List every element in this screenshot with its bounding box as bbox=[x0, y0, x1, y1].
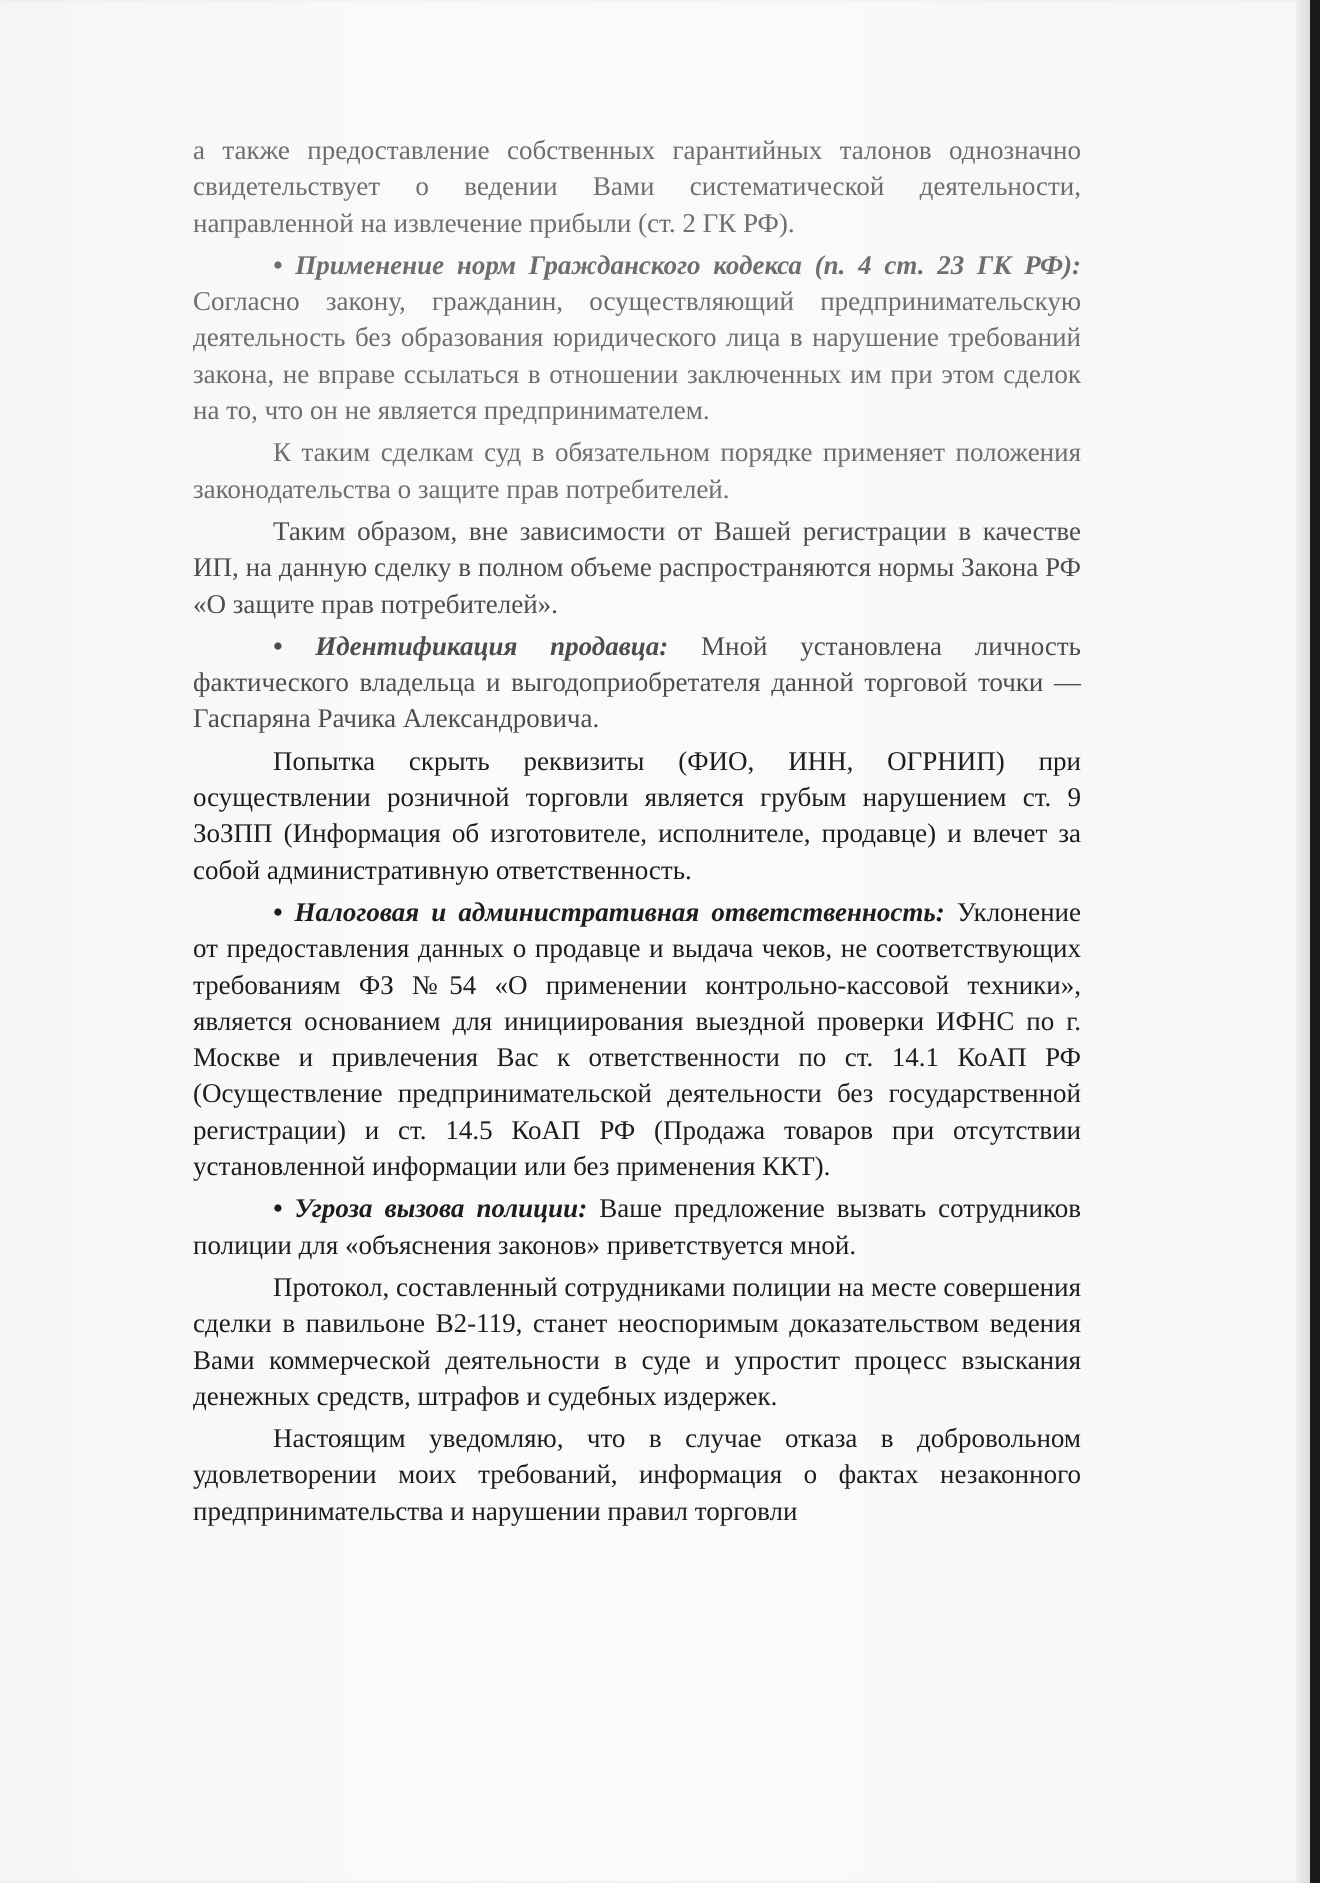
paragraph-conclusion: Таким образом, вне зависимости от Вашей регистрации в качестве ИП, на данную сделку в полном объеме распространяются нормы Закона РФ «О защите прав потребителей». bbox=[193, 515, 1081, 619]
paragraph-protocol: Протокол, составленный сотрудниками полиции на месте совершения сделки в павильоне В2-119, станет неоспоримым доказательством ведения Вами коммерческой деятельности в суде и упростит процесс взыскания денежных средств, штрафов и судебных издержек. bbox=[193, 1271, 1081, 1411]
page-edge bbox=[1296, 0, 1310, 1883]
paragraph-notice: Настоящим уведомляю, что в случае отказа в добровольном удовлетворении моих требований, информация о фактах незаконного предпринимательства и нарушении правил торговли bbox=[193, 1423, 1081, 1526]
bullet-tax-liability bbox=[193, 894, 1081, 1184]
bullet-text: Согласно закону, гражданин, осуществляющий предпринимательскую деятельность без образования юридического лица в нарушение требований закона, не вправе ссылаться в отношении заключенных им при этом сделок на то, что он не является предпринимателем. bbox=[193, 286, 1081, 426]
document-body bbox=[193, 132, 1081, 1535]
bullet-text: Мной установлена личность фактического владельца и выгодоприобретателя данной торговой точки — Гаспаряна Рачика Александровича. bbox=[193, 630, 1081, 734]
bullet-text: Ваше предложение вызвать сотрудников полиции для «объяснения законов» приветствуется мной. bbox=[193, 1193, 1081, 1260]
bullet-heading: • Налоговая и административная ответственность: bbox=[273, 896, 945, 927]
bullet-police-threat bbox=[193, 1190, 1081, 1263]
bullet-heading: • Угроза вызова полиции: bbox=[273, 1193, 588, 1224]
bullet-heading: • Применение норм Гражданского кодекса (п. 4 ст. 23 ГК РФ): bbox=[273, 249, 1081, 280]
paragraph-continuation: а также предоставление собственных гарантийных талонов однозначно свидетельствует о ведении Вами систематической деятельности, направленной на извлечение прибыли (ст. 2 ГК РФ). bbox=[193, 135, 1081, 238]
bullet-civil-code bbox=[193, 247, 1081, 428]
bullet-heading: • Идентификация продавца: bbox=[273, 630, 669, 661]
paragraph-consumer-protection: К таким сделкам суд в обязательном порядке применяет положения законодательства о защите прав потребителей. bbox=[193, 437, 1081, 504]
bullet-seller-identification bbox=[193, 628, 1081, 737]
paragraph-requisites: Попытка скрыть реквизиты (ФИО, ИНН, ОГРНИП) при осуществлении розничной торговли является грубым нарушением ст. 9 ЗоЗПП (Информация об изготовителе, исполнителе, продавце) и влечет за собой административную ответственность. bbox=[193, 745, 1081, 885]
bullet-text: Уклонение от предоставления данных о продавце и выдача чеков, не соответствующих требованиям ФЗ №54 «О применении контрольно-кассовой техники», является основанием для инициирования выездной проверки ИФНС по г. Москве и привлечения Вас к ответственности по ст. 14.1 КоАП РФ (Осуществление предпринимательской деятельности без государственной регистрации) и ст. 14.5 КоАП РФ (Продажа товаров при отсутствии установленной информации или без применения ККТ). bbox=[193, 896, 1081, 1182]
